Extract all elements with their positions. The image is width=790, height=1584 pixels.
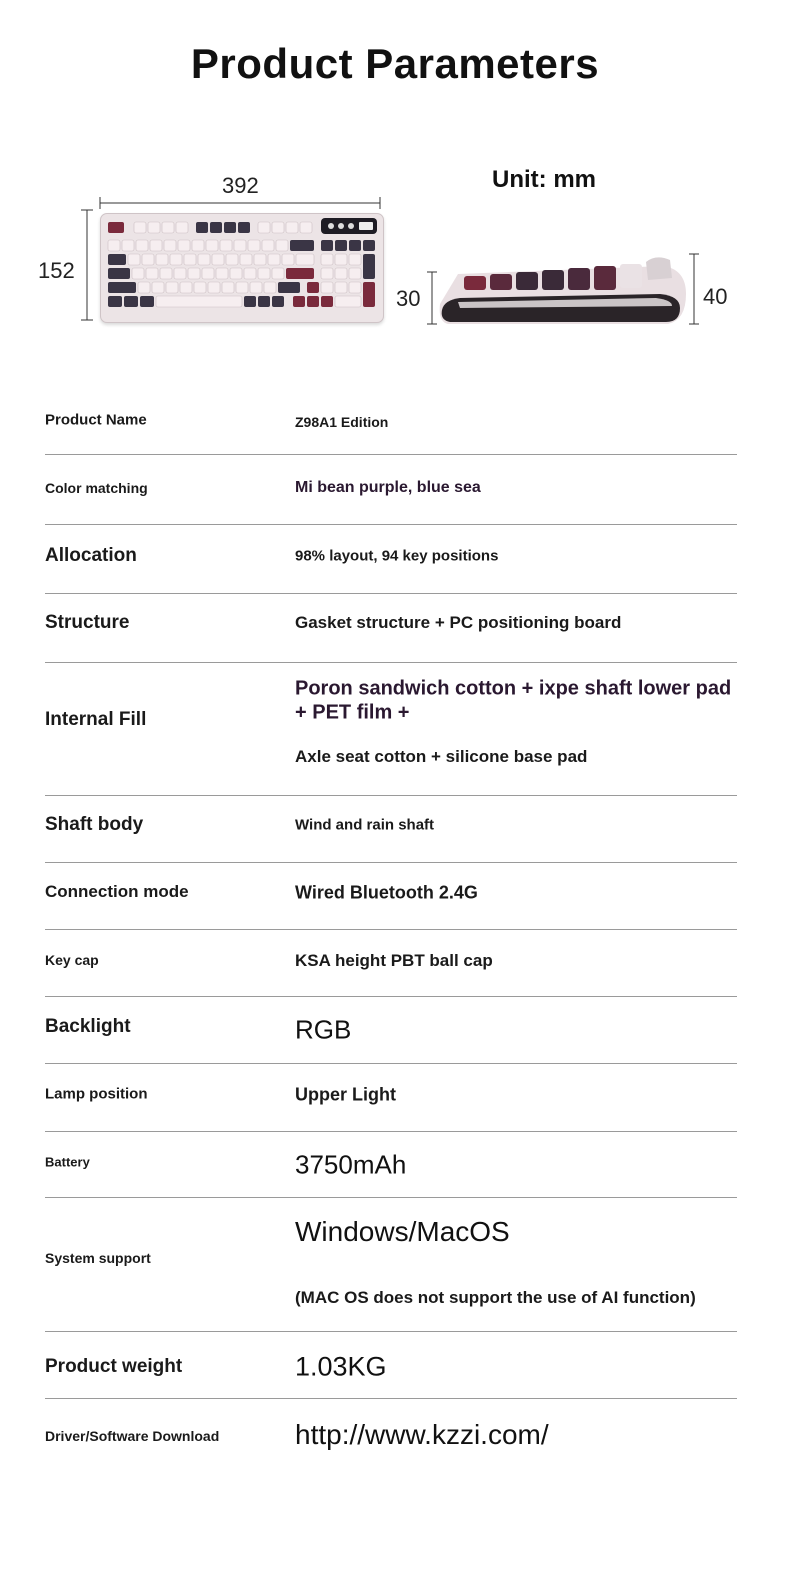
spec-label: Allocation <box>45 545 137 566</box>
front-height-label: 30 <box>396 286 421 311</box>
spec-value: RGB <box>295 1014 352 1045</box>
spec-row-battery <box>45 1132 737 1198</box>
back-height-label: 40 <box>703 284 728 309</box>
driver-download-link[interactable]: http://www.kzzi.com/ <box>295 1419 549 1450</box>
spec-label: Structure <box>45 612 130 633</box>
page-title: Product Parameters <box>190 40 600 87</box>
spec-label: Key cap <box>45 952 99 968</box>
spec-row-driver-download <box>45 1399 737 1469</box>
height-dimension-line <box>80 208 94 324</box>
width-label: 392 <box>222 173 259 198</box>
spec-row-product-weight <box>45 1332 737 1399</box>
spec-row-allocation <box>45 525 737 594</box>
unit-label: Unit: mm <box>492 166 596 193</box>
spec-row-lamp-position <box>45 1064 737 1132</box>
spec-label: Product Name <box>45 411 147 429</box>
spec-value: Z98A1 Edition <box>295 414 389 430</box>
spec-row-system-support <box>45 1198 737 1332</box>
spec-label: Backlight <box>45 1016 131 1037</box>
spec-value-secondary: Axle seat cotton + silicone base pad <box>295 747 588 766</box>
spec-value: 98% layout, 94 key positions <box>295 547 499 565</box>
spec-row-shaft-body <box>45 796 737 863</box>
spec-value: 1.03KG <box>295 1351 387 1382</box>
spec-row-internal-fill <box>45 663 737 796</box>
spec-row-product-name <box>45 385 737 455</box>
spec-label: Connection mode <box>45 882 189 901</box>
spec-value: Wired Bluetooth 2.4G <box>295 882 478 903</box>
spec-value: Upper Light <box>295 1084 396 1105</box>
spec-label: Battery <box>45 1154 90 1170</box>
spec-label: System support <box>45 1250 151 1266</box>
spec-value: Gasket structure + PC positioning board <box>295 613 622 632</box>
spec-value: Windows/MacOS <box>295 1216 510 1247</box>
back-height-line <box>688 252 700 326</box>
spec-label: Color matching <box>45 480 148 496</box>
spec-label: Product weight <box>45 1356 183 1377</box>
spec-row-key-cap <box>45 930 737 997</box>
spec-label: Internal Fill <box>45 709 147 730</box>
spec-value: Wind and rain shaft <box>295 816 435 834</box>
spec-row-color-matching <box>45 455 737 525</box>
spec-label: Lamp position <box>45 1085 148 1103</box>
height-label: 152 <box>38 258 75 283</box>
spec-value-secondary: (MAC OS does not support the use of AI function) <box>295 1288 696 1307</box>
spec-row-backlight <box>45 997 737 1064</box>
keyboard-side-view-image <box>436 252 688 331</box>
spec-value: Poron sandwich cotton + ixpe shaft lower pad + PET film + <box>295 677 732 724</box>
spec-row-connection-mode <box>45 863 737 930</box>
spec-label: Driver/Software Download <box>45 1428 220 1444</box>
keyboard-top-view-image <box>100 213 384 323</box>
spec-row-structure <box>45 594 737 663</box>
spec-value: Mi bean purple, blue sea <box>295 479 481 496</box>
spec-value: 3750mAh <box>295 1149 407 1180</box>
spec-label: Shaft body <box>45 814 144 835</box>
spec-value: KSA height PBT ball cap <box>295 951 493 970</box>
